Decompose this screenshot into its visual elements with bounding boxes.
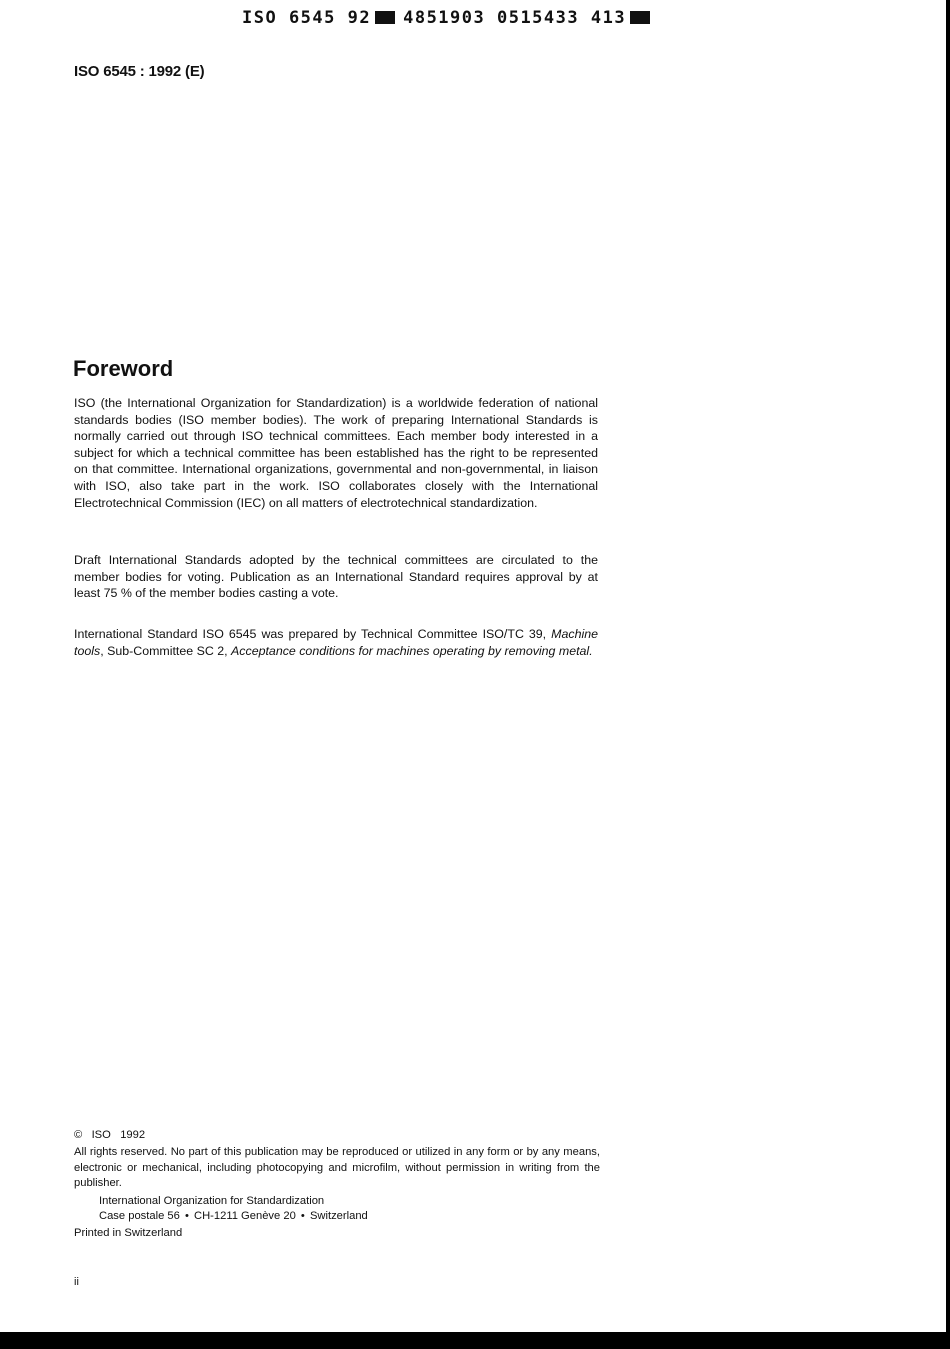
page-title: Foreword [73,356,174,381]
foreword-paragraph-3 [74,626,598,659]
address-country: Switzerland [309,1210,368,1223]
printed-in: Printed in Switzerland [74,1227,183,1240]
address-name: International Organization for Standardization [99,1194,325,1207]
barcode-text-2: 4851903 0515433 413 [403,8,627,28]
document-id: ISO 6545 : 1992 (E) [74,63,205,80]
para3-italic-2: Acceptance conditions for machines operating by removing metal. [231,643,593,658]
copyright-icon: © [74,1129,83,1141]
copyright-org: ISO [91,1129,111,1141]
page-number: ii [74,1276,79,1288]
address-line [74,1209,600,1224]
barcode-text-1: ISO 6545 92 [242,8,372,28]
address-street: Case postale 56 [99,1210,180,1223]
bullet-icon: • [184,1210,189,1223]
rights-statement: All rights reserved. No part of this publication may be reproduced or utilized in any form or by any means, electronic or mechanical, including photocopying and microfilm, without permission in writing from the publisher. [74,1146,600,1190]
foreword-paragraph-2: Draft International Standards adopted by the technical committees are circulated to the member bodies for voting. Publication as an International Standard requires approval by at least 75 % of the member bodies casting a vote. [74,553,598,601]
bullet-icon: • [300,1210,305,1223]
copyright-line [74,1128,600,1143]
foreword-paragraph-1: ISO (the International Organization for Standardization) is a worldwide federation of national standards bodies (ISO member bodies). The work of preparing International Standards is normally carried out through ISO technical committees. Each member body interested in a subject for which a technical committee has been established has the right to be represented on that committee. International organizations, governmental and non-governmental, in liaison with ISO, also take part in the work. ISO collaborates closely with the International Electrotechnical Commission (IEC) on all matters of electrotechnical standardization. [74,396,598,510]
para3-italic-1: Machine tools [74,627,598,658]
address-city: CH-1211 Genève 20 [194,1210,296,1223]
copyright-block [74,1128,600,1242]
barcode-line [242,8,658,28]
barcode-block-icon [375,11,395,24]
para3-text-2: , Sub-Committee SC 2, [100,643,228,658]
para3-text-1: International Standard ISO 6545 was prepared by Technical Committee ISO/TC 39, [74,627,547,641]
copyright-year: 1992 [120,1129,146,1141]
barcode-block-icon [630,11,650,24]
